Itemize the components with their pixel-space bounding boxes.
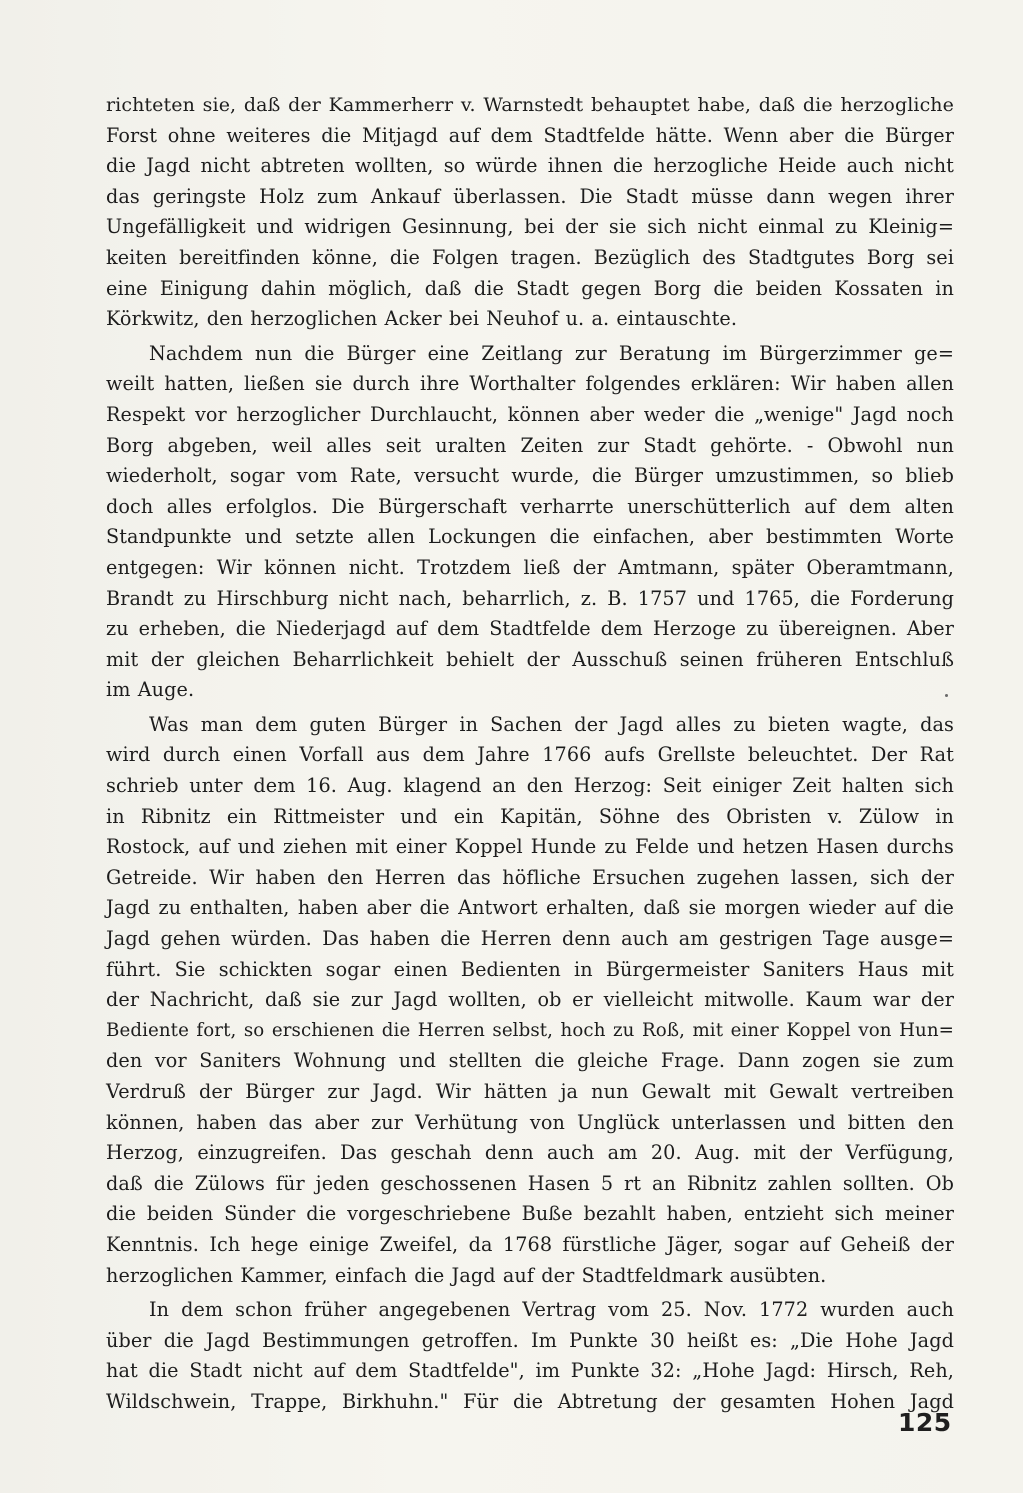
body-text — [106, 90, 954, 1418]
text-line: schrieb unter dem 16. Aug. klagend an den Herzog: Seit einiger Zeit halten sich — [106, 774, 954, 798]
text-line: Körkwitz, den herzoglichen Acker bei Neuhof u. a. eintauschte. — [106, 307, 738, 331]
text-line: Getreide. Wir haben den Herren das höfliche Ersuchen zugehen lassen, sich der — [106, 865, 954, 889]
text-line: Borg abgeben, weil alles seit uralten Zeiten zur Stadt gehörte. - Obwohl nun — [106, 433, 954, 457]
text-line: Nachdem nun die Bürger eine Zeitlang zur Beratung im Bürgerzimmer ge= — [149, 341, 954, 365]
text-line: Ungefälligkeit und widrigen Gesinnung, bei der sie sich nicht einmal zu Kleinig= — [106, 215, 954, 239]
text-line: richteten sie, daß der Kammerherr v. Warnstedt behauptet habe, daß die herzogliche — [106, 94, 954, 116]
text-line: Jagd gehen würden. Das haben die Herren denn auch am gestrigen Tage ausge= — [106, 927, 954, 951]
text-line: Forst ohne weiteres die Mitjagd auf dem Stadtfelde hätte. Wenn aber die Bürger — [106, 123, 954, 147]
text-line: Rostock, auf und ziehen mit einer Koppel Hunde zu Felde und hetzen Hasen durchs — [106, 835, 954, 859]
page-number: 125 — [898, 1408, 952, 1437]
text-line: herzoglichen Kammer, einfach die Jagd auf der Stadtfeldmark ausübten. — [106, 1263, 827, 1287]
text-line: mit der gleichen Beharrlichkeit behielt der Ausschuß seinen früheren Entschluß — [106, 647, 954, 671]
text-line: wird durch einen Vorfall aus dem Jahre 1766 aufs Grellste beleuchtet. Der Rat — [106, 743, 954, 767]
print-speck — [945, 694, 948, 697]
paragraph-4 — [106, 1295, 954, 1417]
paragraph-2 — [106, 339, 954, 706]
text-line: der Nachricht, daß sie zur Jagd wollten, ob er vielleicht mitwolle. Kaum war der — [106, 988, 954, 1012]
text-line: über die Jagd Bestimmungen getroffen. Im Punkte 30 heißt es: „Die Hohe Jagd — [106, 1328, 954, 1352]
text-line: die beiden Sünder die vorgeschriebene Buße bezahlt haben, entzieht sich meiner — [106, 1202, 954, 1226]
text-line: im Auge. — [106, 678, 195, 702]
text-line: Wildschwein, Trappe, Birkhuhn." Für die Abtretung der gesamten Hohen Jagd — [106, 1389, 954, 1413]
text-line: Herzog, einzugreifen. Das geschah denn auch am 20. Aug. mit der Verfügung, — [106, 1141, 954, 1165]
text-line: die Jagd nicht abtreten wollten, so würde ihnen die herzogliche Heide auch nicht — [106, 154, 954, 178]
text-line: In dem schon früher angegebenen Vertrag vom 25. Nov. 1772 wurden auch — [149, 1298, 954, 1322]
text-line: eine Einigung dahin möglich, daß die Stadt gegen Borg die beiden Kossaten in — [106, 276, 954, 300]
text-line: hat die Stadt nicht auf dem Stadtfelde", im Punkte 32: „Hohe Jagd: Hirsch, Reh, — [106, 1359, 954, 1383]
text-line: wiederholt, sogar vom Rate, versucht wurde, die Bürger umzustimmen, so blieb — [106, 464, 954, 488]
text-line: entgegen: Wir können nicht. Trotzdem ließ der Amtmann, später Oberamtmann, — [106, 555, 954, 579]
text-line: den vor Saniters Wohnung und stellten die gleiche Frage. Dann zogen sie zum — [106, 1049, 954, 1073]
text-line: zu erheben, die Niederjagd auf dem Stadtfelde dem Herzoge zu übereignen. Aber — [106, 617, 954, 641]
text-line: keiten bereitfinden könne, die Folgen tragen. Bezüglich des Stadtgutes Borg sei — [106, 245, 954, 269]
text-line: Was man dem guten Bürger in Sachen der Jagd alles zu bieten wagte, das — [149, 712, 954, 736]
text-line: Bediente fort, so erschienen die Herren selbst, hoch zu Roß, mit einer Koppel von Hun= — [106, 1019, 954, 1041]
text-line: in Ribnitz ein Rittmeister und ein Kapitän, Söhne des Obristen v. Zülow in — [106, 804, 954, 828]
paragraph-1 — [106, 90, 954, 335]
text-line: können, haben das aber zur Verhütung von Unglück unterlassen und bitten den — [106, 1110, 954, 1134]
text-line: Respekt vor herzoglicher Durchlaucht, können aber weder die „wenige" Jagd noch — [106, 402, 954, 426]
text-line: Brandt zu Hirschburg nicht nach, beharrlich, z. B. 1757 und 1765, die Forderung — [106, 586, 954, 610]
text-line: daß die Zülows für jeden geschossenen Hasen 5 rt an Ribnitz zahlen sollten. Ob — [106, 1171, 954, 1195]
paragraph-3 — [106, 710, 954, 1291]
text-line: doch alles erfolglos. Die Bürgerschaft verharrte unerschütterlich auf dem alten — [106, 494, 954, 518]
text-line: Jagd zu enthalten, haben aber die Antwort erhalten, daß sie morgen wieder auf die — [106, 896, 954, 920]
text-line: weilt hatten, ließen sie durch ihre Worthalter folgendes erklären: Wir haben allen — [106, 372, 954, 396]
text-line: Verdruß der Bürger zur Jagd. Wir hätten ja nun Gewalt mit Gewalt vertreiben — [106, 1080, 954, 1103]
text-line: führt. Sie schickten sogar einen Bedienten in Bürgermeister Saniters Haus mit — [106, 957, 954, 981]
text-line: Standpunkte und setzte allen Lockungen die einfachen, aber bestimmten Worte — [106, 525, 954, 549]
text-line: Kenntnis. Ich hege einige Zweifel, da 1768 fürstliche Jäger, sogar auf Geheiß der — [106, 1232, 954, 1256]
text-line: das geringste Holz zum Ankauf überlassen. Die Stadt müsse dann wegen ihrer — [106, 184, 954, 208]
